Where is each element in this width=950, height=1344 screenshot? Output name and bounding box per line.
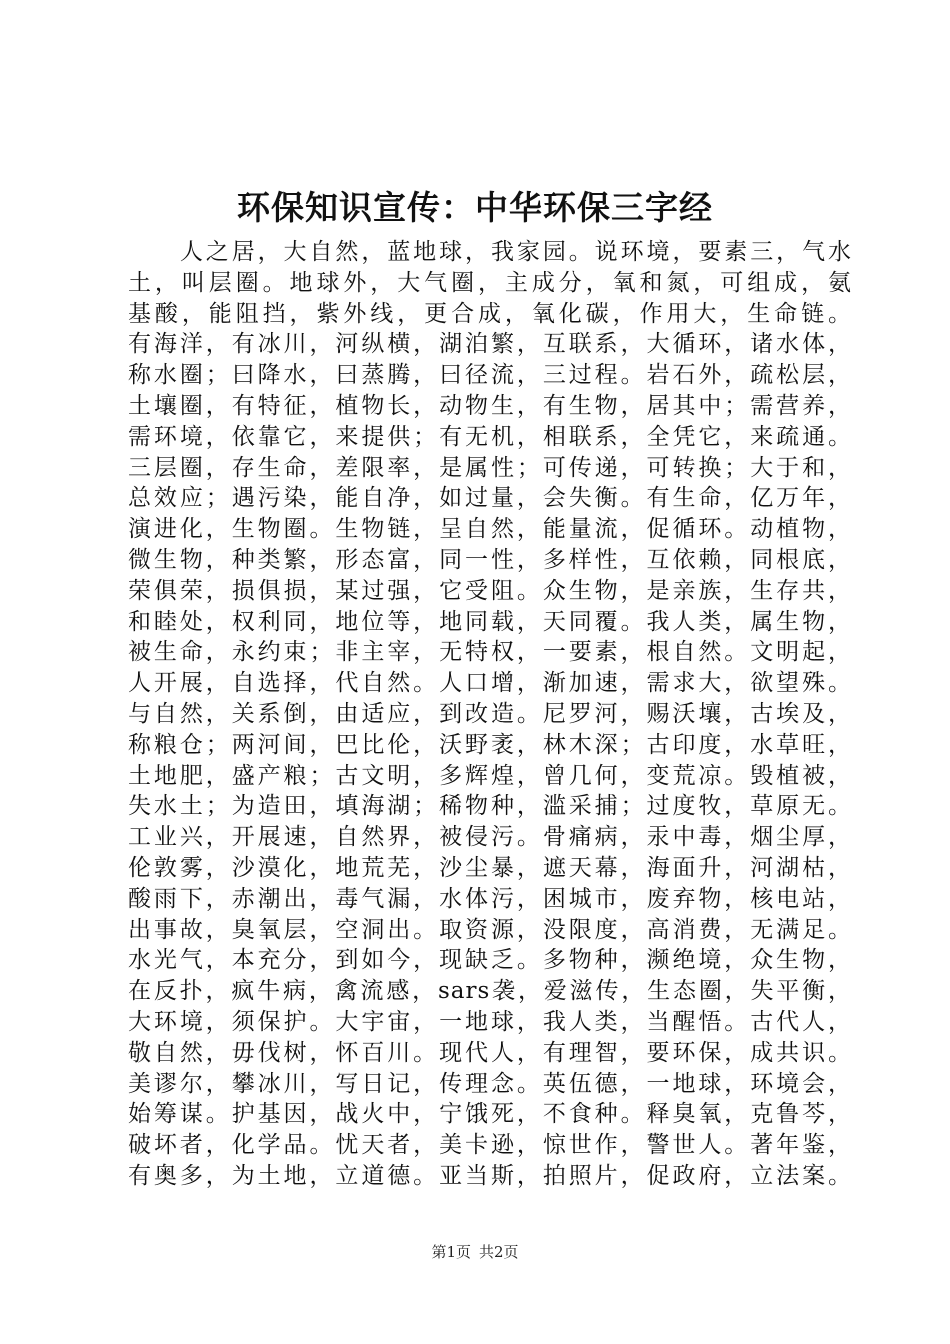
body-line: 三层圈，存生命，差限率，是属性；可传递，可转换；大于和， [128,454,852,481]
body-line: 微生物，种类繁，形态富，同一性，多样性，互依赖，同根底， [128,546,852,573]
body-line: 称粮仓；两河间，巴比伦，沃野袤，林木深；古印度，水草旺， [128,731,852,758]
body-line: 被生命，永约束；非主宰，无特权，一要素，根自然。文明起， [128,639,852,666]
page-total: 共2页 [479,1243,519,1261]
body-line: 人之居，大自然，蓝地球，我家园。说环境，要素三，气水 [128,239,852,265]
body-line: 演进化，生物圈。生物链，呈自然，能量流，促循环。动植物， [128,516,852,543]
body-line: 有海洋，有冰川，河纵横，湖泊繁，互联系，大循环，诸水体， [128,331,852,358]
body-line: 出事故，臭氧层，空洞出。取资源，没限度，高消费，无满足。 [128,916,852,943]
document-body [128,237,852,1192]
body-line: 人开展，自选择，代自然。人口增，渐加速，需求大，欲望殊。 [128,670,852,697]
page-footer [0,1242,950,1262]
body-line: 破坏者，化学品。忧天者，美卡逊，惊世作，警世人。著年鉴， [128,1132,852,1159]
body-line: 土地肥，盛产粮；古文明，多辉煌，曾几何，变荒凉。毁植被， [128,762,852,789]
body-line: 土，叫层圈。地球外，大气圈，主成分，氧和氮，可组成，氨 [128,269,852,296]
body-line: 基酸，能阻挡，紫外线，更合成，氧化碳，作用大，生命链。 [128,300,852,327]
body-line: 水光气，本充分，到如今，现缺乏。多物种，濒绝境，众生物， [128,947,852,974]
body-line: 大环境，须保护。大宇宙，一地球，我人类，当醒悟。古代人， [128,1008,852,1035]
body-line: 敬自然，毋伐树，怀百川。现代人，有理智，要环保，成共识。 [128,1039,852,1066]
body-line: 伦敦雾，沙漠化，地荒芜，沙尘暴，遮天幕，海面升，河湖枯， [128,854,852,881]
body-line: 需环境，依靠它，来提供；有无机，相联系，全凭它，来疏通。 [128,423,852,450]
body-line: 荣俱荣，损俱损，某过强，它受阻。众生物，是亲族，生存共， [128,577,852,604]
body-line: 和睦处，权利同，地位等，地同载，天同覆。我人类，属生物， [128,608,852,635]
body-line: 失水土；为造田，填海湖；稀物种，滥采捕；过度牧，草原无。 [128,793,852,820]
body-line: 有奥多，为土地，立道德。亚当斯，拍照片，促政府，立法案。 [128,1162,852,1189]
body-line: 美谬尔，攀冰川，写日记，传理念。英伍德，一地球，环境会， [128,1070,852,1097]
body-line: 称水圈；曰降水，曰蒸腾，曰径流，三过程。岩石外，疏松层， [128,362,852,389]
page-number: 第1页 [431,1243,471,1261]
body-line: 始筹谋。护基因，战火中，宁饿死，不食种。释臭氧，克鲁芩， [128,1101,852,1128]
document-title: 环保知识宣传：中华环保三字经 [237,188,713,227]
body-line: 工业兴，开展速，自然界，被侵污。骨痛病，汞中毒，烟尘厚， [128,824,852,851]
body-line: 总效应；遇污染，能自净，如过量，会失衡。有生命，亿万年， [128,485,852,512]
body-line: 在反扑，疯牛病，禽流感，sars袭，爱滋传，生态圈，失平衡， [128,978,852,1005]
body-line: 土壤圈，有特征，植物长，动物生，有生物，居其中；需营养， [128,392,852,419]
body-line: 与自然，关系倒，由适应，到改造。尼罗河，赐沃壤，古埃及， [128,700,852,727]
body-line: 酸雨下，赤潮出，毒气漏，水体污，困城市，废弃物，核电站， [128,885,852,912]
